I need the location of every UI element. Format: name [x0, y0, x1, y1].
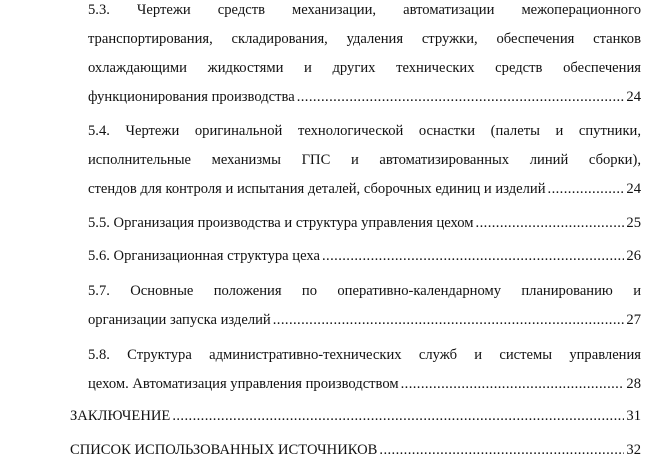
toc-last-line: [88, 306, 641, 335]
page-number: 27: [626, 312, 641, 328]
toc-line: цехом. Автоматизация управления производством: [88, 376, 399, 392]
toc-entry-5-6[interactable]: [88, 242, 641, 271]
toc-last-line: [88, 242, 641, 271]
toc-entry-5-7[interactable]: [88, 277, 641, 335]
toc-entry-5-4[interactable]: [88, 117, 641, 204]
page-number: 26: [626, 248, 641, 264]
toc-line: исполнительные механизмы ГПС и автоматизированных линий сборки),: [88, 152, 641, 168]
toc-line: охлаждающими жидкостями и других технических средств обеспечения: [88, 60, 641, 76]
toc-last-line: [88, 175, 641, 204]
toc-line: транспортирования, складирования, удаления стружки, обеспечения станков: [88, 31, 641, 47]
dot-leader: [322, 242, 624, 271]
toc-last-line: [88, 370, 641, 399]
page-number: 24: [626, 89, 641, 105]
toc-entry-5-8[interactable]: [88, 341, 641, 399]
toc-line: стендов для контроля и испытания деталей, сборочных единиц и изделий: [88, 181, 546, 197]
toc-last-line: [88, 209, 641, 238]
toc-entry-references[interactable]: [70, 436, 641, 465]
page-number: 32: [626, 442, 641, 458]
toc-line: 5.4. Чертежи оригинальной технологической оснастки (палеты и спутники,: [88, 123, 641, 139]
page-number: 31: [626, 408, 641, 424]
page-number: 25: [626, 215, 641, 231]
toc-line: 5.5. Организация производства и структура управления цехом: [88, 215, 474, 231]
toc-line: 5.3. Чертежи средств механизации, автоматизации межоперационного: [88, 2, 641, 18]
dot-leader: [172, 402, 624, 431]
toc-entry-5-3[interactable]: [88, 0, 641, 112]
dot-leader: [401, 370, 625, 399]
toc-line: ЗАКЛЮЧЕНИЕ: [70, 408, 171, 424]
toc-line: СПИСОК ИСПОЛЬЗОВАННЫХ ИСТОЧНИКОВ: [70, 442, 378, 458]
toc-line: 5.8. Структура административно-технических служб и системы управления: [88, 347, 641, 363]
toc-entry-conclusion[interactable]: [70, 402, 641, 431]
page-number: 24: [626, 181, 641, 197]
toc-line: 5.6. Организационная структура цеха: [88, 248, 320, 264]
toc-last-line: [88, 83, 641, 112]
toc-last-line: [70, 402, 641, 431]
toc-entry-5-5[interactable]: [88, 209, 641, 238]
dot-leader: [297, 83, 625, 112]
dot-leader: [476, 209, 625, 238]
toc-line: функционирования производства: [88, 89, 295, 105]
toc-line: организации запуска изделий: [88, 312, 271, 328]
dot-leader: [379, 436, 624, 465]
toc-last-line: [70, 436, 641, 465]
dot-leader: [273, 306, 625, 335]
page-number: 28: [626, 376, 641, 392]
dot-leader: [548, 175, 625, 204]
toc-line: 5.7. Основные положения по оперативно-календарному планированию и: [88, 283, 641, 299]
